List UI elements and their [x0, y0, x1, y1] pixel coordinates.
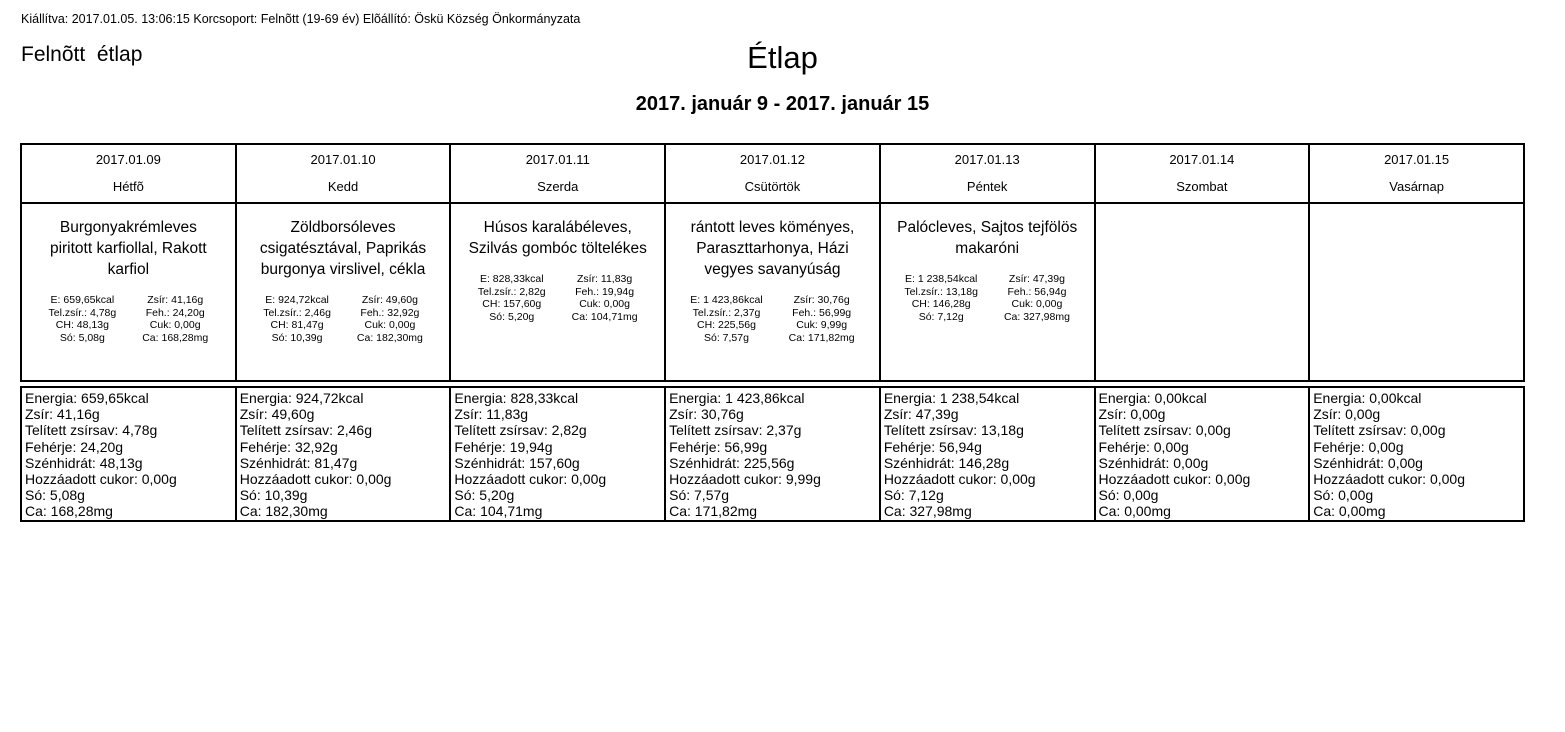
- header-date: 2017.01.11: [525, 152, 590, 167]
- daily-total-line: Telített zsírsav: 2,46g: [239, 422, 372, 439]
- daily-total-line: Zsír: 47,39g: [883, 406, 959, 423]
- daily-total-line: Hozzáadott cukor: 0,00g: [25, 471, 177, 488]
- nutrition-compact-right-column: [357, 294, 423, 344]
- day-header-cell-3: [450, 144, 665, 203]
- header-date: 2017.01.13: [954, 152, 1020, 167]
- header-day-name: Szombat: [1176, 179, 1228, 194]
- nutrition-compact-block: [881, 273, 1094, 323]
- daily-total-line: Só: 5,08g: [25, 487, 85, 504]
- header-date: 2017.01.09: [95, 152, 161, 167]
- daily-totals-cell-5: [880, 387, 1095, 521]
- daily-total-line: Energia: 1 238,54kcal: [883, 390, 1020, 406]
- daily-total-line: Fehérje: 32,92g: [239, 438, 338, 455]
- nutrition-compact-line: Zsír: 30,76g: [793, 294, 850, 306]
- daily-total-line: Só: 7,57g: [669, 487, 730, 504]
- daily-totals-cell-4: [665, 387, 880, 521]
- daily-total-line: Fehérje: 0,00g: [1313, 438, 1404, 455]
- meal-name: Zöldborsóleves csigatésztával, Paprikás burgonya virslivel, cékla: [259, 219, 427, 278]
- daily-total-line: Ca: 0,00mg: [1098, 503, 1171, 520]
- nutrition-compact-line: CH: 146,28g: [911, 298, 971, 310]
- nutrition-compact-right-column: [789, 294, 855, 344]
- meal-cell-3: [450, 203, 665, 381]
- daily-total-line: Zsír: 11,83g: [454, 406, 529, 423]
- daily-total-line: Telített zsírsav: 0,00g: [1098, 422, 1231, 439]
- header-day-name: Kedd: [327, 179, 359, 194]
- day-header-cell-1: [21, 144, 236, 203]
- daily-total-line: Hozzáadott cukor: 0,00g: [1098, 471, 1251, 488]
- nutrition-compact-line: Ca: 168,28mg: [142, 331, 209, 344]
- daily-total-line: Szénhidrát: 0,00g: [1313, 454, 1423, 471]
- nutrition-compact-line: Zsír: 47,39g: [1008, 273, 1065, 285]
- nutrition-compact-line: CH: 157,60g: [482, 298, 542, 310]
- daily-total-line: Fehérje: 56,94g: [883, 438, 982, 455]
- day-header-row: [21, 144, 1524, 203]
- nutrition-compact-line: Tel.zsír.: 4,78g: [48, 306, 117, 319]
- nutrition-compact-line: E: 659,65kcal: [50, 294, 115, 306]
- meal-name: Húsos karalábéleves, Szilvás gombóc töltelékes: [468, 219, 647, 257]
- daily-totals-cell-7: [1309, 387, 1524, 521]
- nutrition-compact-line: Zsír: 49,60g: [361, 294, 418, 306]
- meal-row: [21, 203, 1524, 381]
- meal-cell-7: [1309, 203, 1524, 381]
- header-date: 2017.01.15: [1384, 152, 1450, 167]
- nutrition-compact-left-column: [49, 294, 117, 344]
- nutrition-compact-line: Tel.zsír.: 2,46g: [263, 306, 331, 319]
- daily-total-line: Zsír: 0,00g: [1313, 406, 1381, 423]
- daily-total-line: Ca: 171,82mg: [669, 503, 758, 520]
- meal-cell-6: [1095, 203, 1310, 381]
- header-day-name: Szerda: [537, 179, 579, 194]
- daily-total-line: Só: 7,12g: [883, 487, 944, 504]
- nutrition-compact-left-column: [690, 294, 762, 344]
- meal-cell-1: [21, 203, 236, 381]
- daily-total-line: Fehérje: 19,94g: [454, 438, 553, 455]
- nutrition-compact-line: Feh.: 19,94g: [575, 285, 635, 298]
- header-date: 2017.01.12: [739, 152, 805, 167]
- nutrition-compact-line: Cuk: 0,00g: [364, 319, 416, 331]
- nutrition-compact-line: Feh.: 32,92g: [360, 306, 420, 319]
- nutrition-compact-left-column: [478, 273, 546, 323]
- nutrition-compact-block: [237, 294, 450, 344]
- daily-total-line: Zsír: 49,60g: [239, 406, 315, 423]
- meal-name: Burgonyakrémleves piritott karfiollal, Rakott karfiol: [49, 219, 207, 278]
- daily-total-line: Szénhidrát: 48,13g: [25, 454, 143, 471]
- daily-total-line: Energia: 828,33kcal: [454, 390, 579, 406]
- nutrition-compact-line: Só: 5,08g: [59, 331, 105, 344]
- nutrition-compact-line: CH: 81,47g: [270, 319, 324, 331]
- daily-total-line: Szénhidrát: 157,60g: [454, 454, 580, 471]
- daily-total-line: Hozzáadott cukor: 0,00g: [1313, 471, 1465, 488]
- nutrition-compact-line: E: 924,72kcal: [265, 294, 329, 306]
- daily-totals-cell-2: [236, 387, 451, 521]
- daily-total-line: Szénhidrát: 225,56g: [669, 454, 795, 471]
- daily-total-line: Fehérje: 0,00g: [1098, 438, 1189, 455]
- nutrition-compact-line: E: 1 238,54kcal: [904, 273, 978, 285]
- nutrition-compact-line: Ca: 104,71mg: [571, 310, 638, 323]
- nutrition-compact-right-column: [572, 273, 638, 323]
- daily-totals-cell-1: [21, 387, 236, 521]
- header-day-name: Vasárnap: [1389, 179, 1444, 194]
- menu-tables: [20, 143, 1525, 522]
- nutrition-compact-right-column: [1004, 273, 1070, 323]
- daily-total-line: Energia: 1 423,86kcal: [669, 390, 805, 406]
- nutrition-compact-block: [22, 294, 235, 344]
- nutrition-compact-line: E: 828,33kcal: [479, 273, 544, 285]
- day-header-cell-5: [880, 144, 1095, 203]
- meal-name: rántott leves köményes, Paraszttarhonya, Házi vegyes savanyúság: [690, 219, 855, 278]
- daily-total-line: Szénhidrát: 0,00g: [1098, 454, 1209, 471]
- daily-total-line: Só: 0,00g: [1098, 487, 1159, 504]
- daily-total-line: Fehérje: 24,20g: [25, 438, 124, 455]
- daily-total-line: Energia: 659,65kcal: [25, 390, 149, 406]
- daily-total-line: Energia: 924,72kcal: [239, 390, 364, 406]
- header-day-name: Csütörtök: [744, 179, 801, 194]
- day-header-cell-7: [1309, 144, 1524, 203]
- meal-cell-2: [236, 203, 451, 381]
- daily-totals-row: [21, 387, 1524, 521]
- daily-total-line: Szénhidrát: 146,28g: [883, 454, 1010, 471]
- daily-total-line: Só: 10,39g: [239, 487, 308, 504]
- nutrition-compact-left-column: [263, 294, 331, 344]
- daily-totals-table: [20, 386, 1525, 522]
- daily-total-line: Fehérje: 56,99g: [669, 438, 768, 455]
- nutrition-compact-line: Feh.: 24,20g: [145, 306, 205, 319]
- meal-cell-5: [880, 203, 1095, 381]
- nutrition-compact-line: Tel.zsír.: 2,82g: [477, 285, 546, 298]
- nutrition-compact-line: Cuk: 0,00g: [579, 298, 630, 310]
- daily-total-line: Hozzáadott cukor: 9,99g: [669, 471, 821, 488]
- header-day-name: Péntek: [966, 179, 1008, 194]
- nutrition-compact-line: Cuk: 0,00g: [1011, 298, 1063, 310]
- daily-total-line: Só: 5,20g: [454, 487, 515, 504]
- nutrition-compact-line: Tel.zsír.: 2,37g: [692, 306, 761, 319]
- nutrition-compact-line: CH: 48,13g: [55, 319, 109, 331]
- daily-totals-cell-3: [450, 387, 665, 521]
- nutrition-compact-line: Só: 7,57g: [704, 331, 749, 344]
- nutrition-compact-right-column: [142, 294, 208, 344]
- nutrition-compact-line: Cuk: 9,99g: [796, 319, 848, 331]
- header-date: 2017.01.10: [310, 152, 376, 167]
- daily-totals-cell-6: [1095, 387, 1310, 521]
- nutrition-compact-line: Zsír: 11,83g: [576, 273, 633, 285]
- nutrition-compact-line: Cuk: 0,00g: [149, 319, 201, 331]
- daily-total-line: Zsír: 30,76g: [669, 406, 744, 423]
- nutrition-compact-line: Só: 5,20g: [489, 310, 535, 323]
- daily-total-line: Telített zsírsav: 2,37g: [669, 422, 802, 439]
- nutrition-compact-line: Ca: 327,98mg: [1003, 310, 1070, 323]
- daily-total-line: Energia: 0,00kcal: [1098, 390, 1207, 406]
- daily-total-line: Hozzáadott cukor: 0,00g: [883, 471, 1036, 488]
- daily-total-line: Telített zsírsav: 0,00g: [1313, 422, 1446, 439]
- daily-total-line: Ca: 104,71mg: [454, 503, 543, 520]
- nutrition-compact-line: Ca: 182,30mg: [356, 331, 423, 344]
- daily-total-line: Ca: 168,28mg: [25, 503, 113, 520]
- daily-total-line: Telített zsírsav: 2,82g: [454, 422, 587, 439]
- nutrition-compact-line: CH: 225,56g: [696, 319, 756, 331]
- nutrition-compact-block: [451, 273, 664, 323]
- daily-total-line: Telített zsírsav: 13,18g: [883, 422, 1024, 439]
- daily-total-line: Ca: 182,30mg: [239, 503, 328, 520]
- nutrition-compact-line: Ca: 171,82mg: [788, 331, 855, 344]
- nutrition-compact-line: Zsír: 41,16g: [147, 294, 204, 306]
- header-date: 2017.01.14: [1169, 152, 1235, 167]
- day-header-cell-4: [665, 144, 880, 203]
- daily-total-line: Szénhidrát: 81,47g: [239, 454, 358, 471]
- day-header-cell-2: [236, 144, 451, 203]
- nutrition-compact-line: Só: 7,12g: [918, 310, 964, 323]
- daily-total-line: Ca: 327,98mg: [883, 503, 972, 520]
- nutrition-compact-line: Só: 10,39g: [271, 331, 323, 344]
- nutrition-compact-line: Tel.zsír.: 13,18g: [904, 285, 978, 298]
- nutrition-compact-left-column: [904, 273, 978, 323]
- daily-total-line: Só: 0,00g: [1313, 487, 1374, 504]
- meal-name: Palócleves, Sajtos tejfölös makaróni: [897, 219, 1078, 257]
- issued-meta-line: Kiállítva: 2017.01.05. 13:06:15 Korcsoport: Felnõtt (19-69 év) Elõállító: Öskü Község Önkormányzata: [21, 12, 581, 26]
- meal-cell-4: [665, 203, 880, 381]
- daily-total-line: Telített zsírsav: 4,78g: [25, 422, 158, 439]
- daily-total-line: Zsír: 41,16g: [25, 406, 100, 423]
- header-day-name: Hétfõ: [112, 179, 144, 194]
- daily-total-line: Ca: 0,00mg: [1313, 503, 1386, 520]
- page-title: Étlap: [747, 40, 818, 75]
- daily-total-line: Energia: 0,00kcal: [1313, 390, 1422, 406]
- menu-type-title: Felnõtt étlap: [21, 43, 143, 66]
- daily-total-line: Hozzáadott cukor: 0,00g: [454, 471, 607, 488]
- daily-total-line: Zsír: 0,00g: [1098, 406, 1166, 423]
- nutrition-compact-line: Feh.: 56,94g: [1007, 285, 1067, 298]
- nutrition-compact-line: Feh.: 56,99g: [792, 306, 852, 319]
- nutrition-compact-block: [666, 294, 879, 344]
- weekly-menu-table: [20, 143, 1525, 382]
- daily-total-line: Hozzáadott cukor: 0,00g: [239, 471, 392, 488]
- day-header-cell-6: [1095, 144, 1310, 203]
- date-range: 2017. január 9 - 2017. január 15: [635, 93, 930, 115]
- nutrition-compact-line: E: 1 423,86kcal: [690, 294, 763, 306]
